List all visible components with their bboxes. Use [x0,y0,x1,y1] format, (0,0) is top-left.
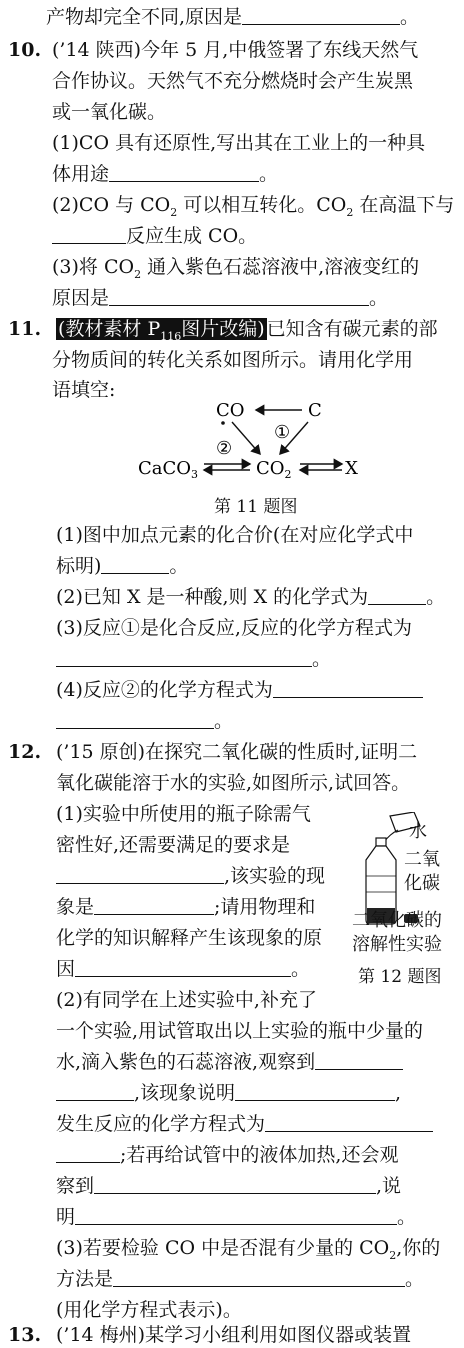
question-text: (1)CO 具有还原性,写出其在工业上的一种具 [52,132,426,154]
formula-x: X [345,458,358,479]
question-text: 体用途 。 [52,163,279,185]
reaction-2-label: ② [216,438,233,459]
question-text: (3)将 $CO_2$ 通入紫色石蕊溶液中,溶液变红的 [52,256,420,281]
question-text: ;若再给试管中的液体加热,还会观 [56,1142,398,1168]
figure-title: 二氧化碳的 [352,910,442,931]
question-number: 12. [8,741,42,763]
question-text: 反应生成 CO。 [52,223,257,249]
question-number: 13. [8,1324,42,1346]
question-text: 密性好,还需要满足的要求是 [56,834,291,856]
answer-blank[interactable] [101,555,169,574]
question-text: 发生反应的化学方程式为 [56,1111,433,1137]
figure-caption: 第 11 题图 [214,497,298,517]
question-text: (用化学方程式表示)。 [56,1299,242,1321]
answer-blank[interactable] [109,287,369,306]
question-text: (2)CO 与 $CO_2$ 可以相互转化。$CO_2$ 在高温下与 [52,194,455,219]
question-text: 。 [56,646,331,672]
answer-blank[interactable] [56,1144,120,1163]
question-text: ,该实验的现 [56,863,325,889]
label-co2: 二氧 [404,849,440,870]
emphasis-dot [221,421,225,425]
label-co2: 化碳 [404,873,440,894]
answer-blank[interactable] [75,958,291,977]
question-text: 或一氧化碳。 [52,101,167,123]
conversion-diagram [120,392,360,492]
question-text: 合作协议。天然气不充分燃烧时会产生炭黑 [52,70,414,92]
question-text: 明 。 [56,1206,417,1228]
question-text: 原因是 。 [52,287,389,309]
question-text: 语填空: [52,379,116,401]
question-text: ,该现象说明 , [56,1080,401,1106]
question-text: 标明) 。 [56,555,189,577]
answer-blank[interactable] [56,648,312,667]
answer-blank[interactable] [94,1175,376,1194]
answer-blank[interactable] [242,6,400,25]
label-water: 水 [409,821,427,842]
question-text: (1)图中加点元素的化合价(在对应化学式中 [56,524,414,546]
formula-caco3: CaCO$_3$ [138,458,199,481]
answer-blank[interactable] [113,1268,405,1287]
question-text: (2)有同学在上述实验中,补充了 [56,989,317,1011]
question-text: (2)已知 X 是一种酸,则 X 的化学式为 。 [56,586,446,608]
question-text: (4)反应②的化学方程式为 [56,677,423,703]
formula-co2: $CO_2$ [256,458,292,481]
reaction-1-label: ① [274,422,291,443]
source-tag: (教材素材 $P_{116}$图片改编) [58,318,265,343]
figure-title: 溶解性实验 [352,934,442,955]
question-number: 11. [8,318,42,340]
answer-blank[interactable] [52,225,126,244]
question-text: 分物质间的转化关系如图所示。请用化学用 [52,349,414,371]
answer-blank[interactable] [56,1082,134,1101]
question-text: 化学的知识解释产生该现象的原 [56,927,323,949]
answer-blank[interactable] [94,896,214,915]
question-text: (教材素材 $P_{116}$图片改编) 已知含有碳元素的部 [58,318,438,343]
answer-blank[interactable] [265,1113,433,1132]
question-text: 。 [56,708,233,734]
answer-blank[interactable] [273,679,423,698]
question-text: (’15 原创)在探究二氧化碳的性质时,证明二 [56,741,418,763]
question-text: 氧化碳能溶于水的实验,如图所示,试回答。 [56,772,411,794]
answer-blank[interactable] [235,1082,395,1101]
question-text: 因 。 [56,958,311,980]
formula-c: C [308,400,322,421]
formula-co: CO [216,400,245,421]
question-text: 象是 ;请用物理和 [56,896,316,918]
answer-blank[interactable] [315,1051,403,1070]
question-text: (’14 梅州)某学习小组利用如图仪器或装置 [56,1324,412,1346]
question-text: 水,滴入紫色的石蕊溶液,观察到 [56,1049,403,1075]
question-text: (3)反应①是化合反应,反应的化学方程式为 [56,617,412,639]
answer-blank[interactable] [56,865,224,884]
figure-caption: 第 12 题图 [358,967,442,987]
question-text: (3)若要检验 CO 中是否混有少量的 $CO_2$,你的 [56,1237,441,1262]
answer-blank[interactable] [75,1206,397,1225]
question-text: (’14 陕西)今年 5 月,中俄签署了东线天然气 [52,39,419,61]
question-text: 察到 ,说 [56,1175,402,1197]
question-text: 方法是 。 [56,1268,425,1290]
question-number: 10. [8,39,42,61]
answer-blank[interactable] [56,710,214,729]
answer-blank[interactable] [368,586,426,605]
question-text: (1)实验中所使用的瓶子除需气 [56,803,311,825]
text: 产物却完全不同,原因是 [46,6,243,28]
question-text: 一个实验,用试管取出以上实验的瓶中少量的 [56,1020,424,1042]
text-line: 产物却完全不同,原因是 。 [46,6,420,28]
answer-blank[interactable] [109,163,259,182]
